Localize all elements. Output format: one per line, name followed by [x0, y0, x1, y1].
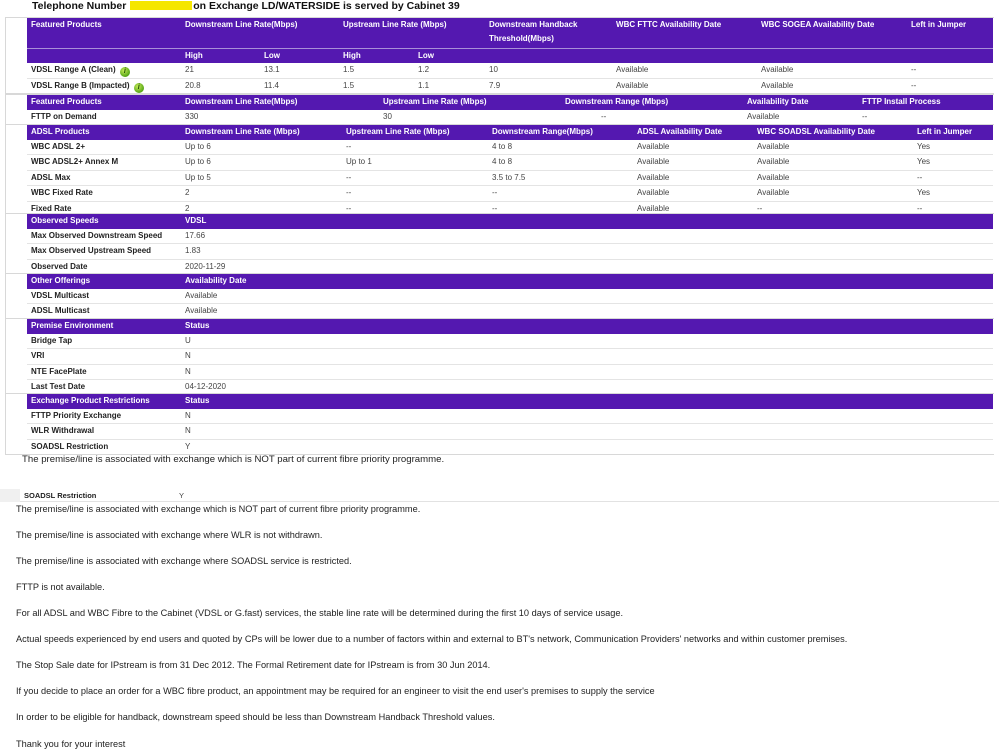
col-wbc-soadsl-availability-date: WBC SOADSL Availability Date	[753, 125, 913, 140]
left-in-jumper: --	[907, 63, 993, 78]
upstream: --	[342, 140, 488, 155]
table-row	[27, 170, 993, 186]
downstream: 330	[185, 111, 199, 121]
col-downstream-line-rate: Downstream Line Rate (Mbps)	[181, 125, 342, 140]
table-row	[27, 424, 993, 440]
us-low: 1.2	[414, 63, 485, 78]
vdsl-products-block	[5, 17, 994, 94]
row-label: SOADSL Restriction	[31, 441, 109, 451]
info-icon[interactable]: i	[120, 67, 130, 77]
row-label: VDSL Multicast	[27, 289, 181, 304]
exchange-restrictions-block	[5, 393, 994, 455]
table-row	[27, 110, 993, 125]
table-row	[27, 289, 993, 304]
row-value: N	[181, 409, 993, 424]
row-value: 2020-11-29	[185, 261, 226, 271]
note-handback: In order to be eligible for handback, downstream speed should be less than Downstream Handback Threshold values.	[16, 712, 495, 722]
downstream-range: 4 to 8	[488, 140, 633, 155]
ds-high: 21	[181, 63, 260, 78]
soadsl-restriction-row	[0, 489, 999, 502]
table-row	[27, 140, 993, 155]
downstream: 2	[181, 186, 342, 202]
row-value: Y	[185, 441, 191, 451]
subheader-ds-low: Low	[260, 48, 339, 63]
adsl-date: Available	[633, 140, 753, 155]
row-value: U	[181, 334, 993, 349]
page-title	[32, 0, 460, 12]
col-observed-speeds: Observed Speeds	[27, 214, 181, 229]
title-suffix: on Exchange LD/WATERSIDE is served by Cabinet 39	[193, 0, 460, 12]
col-wbc-fttc-date: WBC FTTC Availability Date	[612, 18, 757, 48]
vdsl-products-table	[27, 18, 993, 93]
row-label: SOADSL Restriction	[24, 491, 97, 500]
premise-environment-block	[5, 318, 994, 396]
other-offerings-block	[5, 273, 994, 320]
downstream-range: --	[492, 203, 498, 213]
col-upstream-line-rate: Upstream Line Rate (Mbps)	[379, 95, 561, 110]
table-row	[27, 78, 993, 93]
row-value: N	[181, 424, 993, 440]
row-label: FTTP Priority Exchange	[27, 409, 181, 424]
product-name: ADSL Max	[27, 170, 181, 186]
subheader-ds-high: High	[181, 48, 260, 63]
note-appointment: If you decide to place an order for a WBC fibre product, an appointment may be required for an engineer to visit the end user's premises to supply the service	[16, 686, 655, 696]
subheader-us-high: High	[339, 48, 414, 63]
premise-environment-table	[27, 319, 993, 395]
downstream-range: 3.5 to 7.5	[488, 170, 633, 186]
fttp-products-table	[27, 95, 993, 124]
table-row	[27, 334, 993, 349]
redacted-telephone-number	[130, 1, 192, 10]
downstream: 2	[185, 203, 190, 213]
note-ipstream: The Stop Sale date for IPstream is from 31 Dec 2012. The Formal Retirement date for IPstream is from 30 Jun 2014.	[16, 660, 491, 670]
adsl-date: Available	[633, 186, 753, 202]
col-left-in-jumper: Left in Jumper	[907, 18, 993, 48]
col-featured-products: Featured Products	[27, 95, 181, 110]
other-offerings-table	[27, 274, 993, 319]
sogea-date: Available	[761, 80, 794, 90]
col-upstream-line-rate: Upstream Line Rate (Mbps)	[339, 18, 485, 48]
col-downstream-range: Downstream Range (Mbps)	[561, 95, 743, 110]
col-adsl-products: ADSL Products	[27, 125, 181, 140]
col-availability-date: Availability Date	[181, 274, 993, 289]
table-row	[27, 439, 993, 454]
table-row	[27, 229, 993, 244]
note-stable-line-rate: For all ADSL and WBC Fibre to the Cabinet (VDSL or G.fast) services, the stable line rate will be determined during the first 10 days of service usage.	[16, 608, 623, 618]
row-label: Max Observed Upstream Speed	[27, 244, 181, 260]
row-value: N	[181, 349, 993, 365]
col-wbc-sogea-date: WBC SOGEA Availability Date	[757, 18, 907, 48]
observed-speeds-block	[5, 213, 994, 275]
col-downstream-line-rate: Downstream Line Rate(Mbps)	[181, 18, 339, 48]
row-label: ADSL Multicast	[31, 306, 90, 316]
fibre-priority-note: The premise/line is associated with exchange which is NOT part of current fibre priority programme.	[22, 454, 445, 465]
soadsl-date: Available	[753, 170, 913, 186]
col-fttp-install-process: FTTP Install Process	[858, 95, 993, 110]
product-name	[27, 78, 181, 93]
row-label: Bridge Tap	[27, 334, 181, 349]
product-name: WBC ADSL 2+	[27, 140, 181, 155]
col-left-in-jumper: Left in Jumper	[913, 125, 993, 140]
install-process: --	[862, 111, 868, 121]
col-other-offerings: Other Offerings	[27, 274, 181, 289]
ds-low: 13.1	[260, 63, 339, 78]
upstream: --	[342, 170, 488, 186]
table-row	[27, 409, 993, 424]
soadsl-date: Available	[753, 140, 913, 155]
table-row	[27, 186, 993, 202]
subheader-us-low: Low	[414, 48, 485, 63]
handback: 10	[485, 63, 612, 78]
subheader-empty	[485, 48, 612, 63]
observed-speeds-table	[27, 214, 993, 274]
downstream: Up to 5	[181, 170, 342, 186]
info-icon[interactable]: i	[134, 83, 144, 93]
upstream: --	[342, 186, 488, 202]
note-soadsl: The premise/line is associated with exchange where SOADSL service is restricted.	[16, 556, 352, 566]
ds-low: 11.4	[264, 80, 279, 90]
product-name	[27, 63, 181, 78]
adsl-products-table	[27, 125, 993, 217]
downstream-range: 4 to 8	[488, 155, 633, 171]
note-fibre-priority: The premise/line is associated with exchange which is NOT part of current fibre priority programme.	[16, 504, 421, 514]
upstream: Up to 1	[342, 155, 488, 171]
row-label: Last Test Date	[31, 382, 86, 392]
col-upstream-line-rate: Upstream Line Rate (Mbps)	[342, 125, 488, 140]
col-status: Status	[181, 394, 993, 409]
upstream: --	[346, 203, 352, 213]
availability-date: Available	[747, 111, 780, 121]
product-name: WBC ADSL2+ Annex M	[27, 155, 181, 171]
table-row	[27, 155, 993, 171]
row-value: 04-12-2020	[185, 382, 226, 392]
fttc-date: Available	[616, 80, 649, 90]
soadsl-date: --	[757, 203, 763, 213]
adsl-date: Available	[637, 203, 670, 213]
note-thank-you: Thank you for your interest	[16, 739, 126, 749]
downstream-range: --	[601, 111, 607, 121]
product-name: WBC Fixed Rate	[27, 186, 181, 202]
sogea-date: Available	[757, 63, 907, 78]
product-label: VDSL Range B (Impacted)	[31, 80, 130, 90]
adsl-date: Available	[633, 170, 753, 186]
col-status: Status	[181, 319, 993, 334]
left-in-jumper: Yes	[913, 186, 993, 202]
row-gutter	[0, 489, 20, 502]
subheader-empty	[27, 48, 181, 63]
exchange-restrictions-table	[27, 394, 993, 454]
col-downstream-line-rate: Downstream Line Rate(Mbps)	[181, 95, 379, 110]
fttp-products-block	[5, 94, 994, 125]
row-value: Available	[185, 306, 218, 316]
left-in-jumper: --	[911, 80, 917, 90]
downstream-range: --	[488, 186, 633, 202]
row-value: Y	[179, 491, 185, 500]
row-value: 1.83	[181, 244, 993, 260]
row-label: Max Observed Downstream Speed	[27, 229, 181, 244]
left-in-jumper: Yes	[913, 140, 993, 155]
product-name: Fixed Rate	[31, 203, 72, 213]
us-high: 1.5	[339, 63, 414, 78]
left-in-jumper: --	[913, 170, 993, 186]
fttc-date: Available	[612, 63, 757, 78]
adsl-date: Available	[633, 155, 753, 171]
handback: 7.9	[489, 80, 501, 90]
table-row	[27, 349, 993, 365]
downstream: Up to 6	[181, 155, 342, 171]
col-premise-environment: Premise Environment	[27, 319, 181, 334]
col-featured-products: Featured Products	[27, 18, 181, 48]
note-wlr: The premise/line is associated with exchange where WLR is not withdrawn.	[16, 530, 323, 540]
row-value: 17.66	[181, 229, 993, 244]
col-availability-date: Availability Date	[743, 95, 858, 110]
row-label: Observed Date	[31, 261, 88, 271]
table-row	[27, 364, 993, 380]
soadsl-date: Available	[753, 155, 913, 171]
product-label: VDSL Range A (Clean)	[31, 65, 116, 75]
note-fttp: FTTP is not available.	[16, 582, 105, 592]
row-label: WLR Withdrawal	[27, 424, 181, 440]
table-row	[27, 244, 993, 260]
us-high: 1.5	[343, 80, 355, 90]
subheader-empty	[907, 48, 993, 63]
title-prefix: Telephone Number	[32, 0, 127, 12]
subheader-empty	[612, 48, 757, 63]
left-in-jumper: --	[917, 203, 923, 213]
col-downstream-range: Downstream Range(Mbps)	[488, 125, 633, 140]
table-row	[27, 63, 993, 78]
col-adsl-availability-date: ADSL Availability Date	[633, 125, 753, 140]
row-value: N	[181, 364, 993, 380]
us-low: 1.1	[418, 80, 430, 90]
row-label: VRI	[27, 349, 181, 365]
downstream: Up to 6	[181, 140, 342, 155]
upstream: 30	[383, 111, 392, 121]
row-label: NTE FacePlate	[27, 364, 181, 380]
left-in-jumper: Yes	[913, 155, 993, 171]
subheader-empty	[757, 48, 907, 63]
ds-high: 20.8	[185, 80, 201, 90]
adsl-products-block	[5, 124, 994, 218]
soadsl-date: Available	[753, 186, 913, 202]
col-vdsl: VDSL	[181, 214, 993, 229]
row-value: Available	[181, 289, 993, 304]
table-row	[27, 304, 993, 319]
col-handback-threshold: Downstream Handback Threshold(Mbps)	[485, 18, 612, 48]
product-name: FTTP on Demand	[31, 111, 97, 121]
col-exchange-product-restrictions: Exchange Product Restrictions	[27, 394, 181, 409]
note-actual-speeds: Actual speeds experienced by end users and quoted by CPs will be lower due to a number of factors within and external to BT's network, Communication Providers' networks and within customer premises.	[16, 634, 848, 644]
